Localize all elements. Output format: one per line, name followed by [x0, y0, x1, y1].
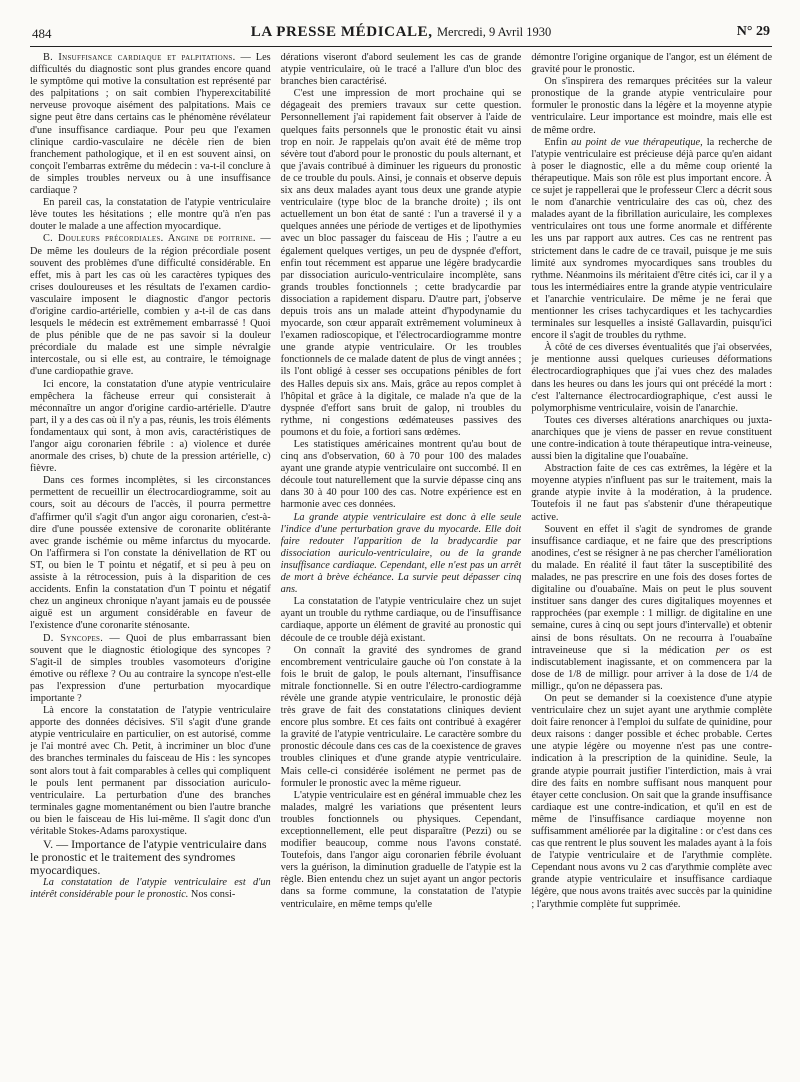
paragraph-text: Les statistiques américaines montrent qu'au bout de cinq ans d'observation, 60 à 70 pour 100 des malades ayant une grande atypie ventriculaire ont succombé. Il en découle tout naturellement que la survie dépasse cinq ans dans 30 à 40 pour 100 des cas. Notre expérience est en harmonie avec ces données.	[280, 439, 522, 511]
paragraph	[531, 524, 772, 693]
column-right	[531, 52, 772, 1074]
paragraph-text: La constatation de l'atypie ventriculaire chez un sujet ayant un trouble du rythme cardiaque, ou de l'insuffisance cardiaque, apporte un élément de gravité au pronostic qui découle de ce trouble déjà existant.	[280, 596, 522, 644]
paragraph	[281, 645, 522, 790]
paragraph-text: Dans ces formes incomplètes, si les circonstances permettent de recueillir un électrocardiogramme, soit au cours, soit au décours de l'accès, il pourra permettre d'affirmer qu'il s'agit d'un angor aigu coronarien, c'est-à-dire d'une poussée extensive de coronarite oblitérante avec grande ischémie ou même infarctus du myocarde. On l'affirmera si l'on constate la dénivellation de RT ou ST, ou bien le T pointu et négatif, et si peu à peu on assiste à la rétrocession, puis à la disparition de ces accidents. Enfin la constatation d'un T pointu et négatif chez un angineux chronique n'ayant jamais eu de poussée aiguë est un argument considérable en faveur de l'existence d'une coronarite sténosante.	[30, 475, 271, 632]
paragraph	[281, 512, 522, 597]
paragraph	[281, 596, 522, 644]
paragraph	[531, 693, 772, 911]
paragraph	[281, 790, 522, 911]
paragraph	[30, 705, 271, 838]
paragraph	[281, 52, 522, 88]
paragraph-text: À côté de ces diverses éventualités que j'ai observées, je mentionne aussi quelques curieuses déformations électrocardiographiques que j'ai vues chez des malades dans les heures ou dans les jours qui ont précédé la mort : c'est l'alternance électrocardiographique, c'est aussi le polymorphisme ventriculaire, voisin de l'anarchie.	[531, 342, 773, 414]
page-number: 484	[32, 26, 52, 41]
paragraph-text: L'atypie ventriculaire est en général immuable chez les malades, malgré les variations que présentent leurs troubles fonctionnels ou physiques. Cependant, exceptionnellement, elle peut disparaître (Pezzi) ou se modifier beaucoup, comme nous l'avons constaté. Toutefois, dans l'angor aigu coronarien fébrile évoluant vers la guérison, la diminution graduelle de l'atypie est la règle. Bien entendu chez un sujet ayant un angor pectoris dans sa forme commune, la constatation de l'atypie ventriculaire, en même temps qu'elle	[280, 789, 522, 910]
paragraph-text: Nos consi-	[188, 889, 236, 901]
paragraph	[531, 137, 772, 343]
italic-text: La constatation de l'atypie ventriculaire est d'un intérêt considérable pour le pronostic.	[30, 877, 271, 901]
running-head	[30, 24, 772, 41]
paragraph	[531, 76, 772, 136]
paragraph-text: — Quoi de plus embarrassant bien souvent que le diagnostic étiologique des syncopes ? S'agit-il de simples troubles vasomoteurs d'origine émotive ou réflexe ? Ou au contraire la syncope n'est-elle pas l'expression d'une perturbation myocardique importante ?	[30, 632, 271, 704]
paragraph-text: Souvent en effet il s'agit de syndromes de grande insuffisance cardiaque, et ne faire que des prescriptions anodines, c'est se résigner à ne pas chercher l'amélioration du malade. En réalité il faut tâter la susceptibilité des malades, ne pas prescrire en une fois des doses fortes de digitaline ou d'ouabaïne. Mais on peut le plus souvent instituer sans danger des cures digitaliques moyennes et rapprochées (par exemple : 1 milligr. de digitaline en une semaine, cures à cinq ou sept jours d'intervalle) et obtenir ainsi de bons résultats. On ne recourra à l'ouabaïne intraveineuse que si la médication	[531, 523, 773, 656]
paragraph-text: dérations viseront d'abord seulement les cas de grande atypie ventriculaire, où le tracé a l'allure d'un bloc des branches bien caractérisé.	[280, 52, 522, 88]
paragraph	[30, 233, 271, 378]
issue-number: N° 29	[736, 24, 770, 39]
subsection-title: D. Syncopes.	[43, 632, 104, 644]
column-left	[30, 52, 271, 1074]
italic-text: La grande atypie ventriculaire est donc à elle seule l'indice d'une perturbation grave du myocarde. Elle doit faire redouter l'apparition de la bradycardie par dissociation auriculo-ventriculaire, ou de la grande insuffisance cardiaque. Cependant, elle n'est pas un arrêt de mort à brève échéance. La survie peut dépasser cinq ans.	[280, 511, 522, 596]
paragraph-text: la recherche de l'atypie ventriculaire est précieuse déjà parce qu'en aidant à poser le diagnostic, elle a du même coup orienté la thérapeutique. Mais son rôle est plus important encore. À ce sujet je rappellerai que le professeur Clerc a décrit sous le nom d'anarchie ventriculaire des cas où, chez des malades ayant de la fibrillation auriculaire, les complexes ventriculaires ont tous une forme anormale et différente les uns par rapport aux autres. Ces cas ne rentrent pas strictement dans le cadre de ce travail, puisque je me suis limité aux syndromes myocardiques sans troubles du rythme. Néanmoins ils méritaient d'être cités ici, car il y a tous les intermédiaires entre la grande atypie ventriculaire et l'anarchie ventriculaire. De même je ne ferai que mentionner les crises tachycardiques et les tachycardies terminales sur lesquelles a insisté Gallavardin, puisqu'ici encore il s'agit de troubles du rythme.	[531, 136, 773, 342]
column-middle	[281, 52, 522, 1074]
paragraph	[30, 52, 271, 197]
paragraph	[30, 475, 271, 632]
paragraph	[531, 52, 772, 76]
paragraph	[531, 415, 772, 463]
paragraph	[30, 197, 271, 233]
paragraph-text: démontre l'origine organique de l'angor, est un élément de gravité pour le pronostic.	[531, 52, 773, 76]
issue-date: Mercredi, 9 Avril 1930	[436, 25, 552, 39]
article-body	[30, 52, 772, 1074]
paragraph-text: — Les difficultés du diagnostic sont plus grandes encore quand le symptôme qui motive la consultation est représenté par des palpitations ; on sait combien l'hyperexcitabilité nerveuse provoque aisément des palpitations. Mais ce signe peut être dans certains cas le phénomène révélateur d'une insuffisance cardiaque. Pour peu que l'examen clinique cardio-vasculaire ne décèle rien de bien franchement pathologique, et il en est souvent ainsi, on conçoit l'embarras extrême du médecin : va-t-il conclure à de simples troubles nerveux ou à une insuffisance cardiaque ?	[30, 52, 271, 197]
paragraph-text: Abstraction faite de ces cas extrêmes, la légère et la moyenne atypies n'influent pas sur le traitement, mais la grande atypie invite à la modération, à la prudence. Toutefois il ne faut pas s'abstenir d'une thérapeutique active.	[531, 463, 773, 523]
paragraph-text: On connaît la gravité des syndromes de grand encombrement ventriculaire gauche où l'on constate à la fois le bruit de galop, le pouls alternant, l'insuffisance mitrale fonctionnelle. Si en outre l'électro-cardiogramme révèle une grande atypie ventriculaire, le pronostic déjà très grave de fait des constatations cliniques devient encore plus sombre. Et ces faits ont contribué à exagérer la gravité de l'atypie ventriculaire. Le caractère sombre du pronostic découle dans ces cas de la coexistence de graves troubles cliniques et d'une grande atypie ventriculaire. Mais celle-ci considérée isolément ne permet pas de formuler le pronostic avec la même rigueur.	[280, 644, 522, 789]
paragraph-text: Toutes ces diverses altérations anarchiques ou juxta-anarchiques que je viens de passer en revue constituent une contre-indication à toute thérapeutique intra-veineuse, aussi bien la digitaline que l'ouabaïne.	[531, 414, 773, 463]
paragraph	[30, 633, 271, 706]
section-heading: V. — Importance de l'atypie ventriculaire dans le pronostic et le traitement des syndromes myocardiques.	[30, 837, 267, 878]
subsection-title: C. Douleurs précordiales. Angine de poitrine.	[43, 233, 256, 245]
paragraph	[30, 877, 271, 901]
paragraph-text: est indiscutablement inagissante, et on commencera par la dose de 1/8 de milligr. pour arriver à la dose de 1/4 de milligr., qu'on ne dépassera pas.	[531, 644, 773, 692]
paragraph-text: Là encore la constatation de l'atypie ventriculaire apporte des données décisives. S'il s'agit d'une grande atypie ventriculaire en particulier, on est autorisé, comme je l'ai montré avec Ch. Petit, à incriminer un bloc d'une des branches terminales du faisceau de His : les syncopes sont alors tout à fait comparables à celles qui compliquent le pouls lent permanent par dissociation auriculo-ventriculaire. La perturbation d'une des branches terminales gagne momentanément ou bien l'autre branche ou bien le faisceau de His lui-même. Il s'agit donc d'un véritable Stokes-Adams paroxystique.	[30, 705, 271, 837]
subsection-title: B. Insuffisance cardiaque et palpitations.	[43, 52, 236, 63]
paragraph-text: Enfin	[544, 136, 572, 148]
italic-text: per os	[715, 644, 750, 656]
paragraph-text: On s'inspirera des remarques précitées sur la valeur pronostique de la grande atypie ventriculaire pour formuler le pronostic dans la légère et la moyenne atypie ventriculaire. Leur importance est moindre, mais elle est de même ordre.	[531, 76, 773, 136]
paragraph	[281, 88, 522, 439]
page-header	[30, 20, 772, 47]
italic-text: au point de vue thérapeutique,	[571, 136, 703, 148]
paragraph-text: — De même les douleurs de la région précordiale posent souvent des problèmes d'une difficulté considérable. En effet, mis à part les cas où les caractères typiques des crises douloureuses et les résultats de l'examen cardio-vasculaire imposent le diagnostic d'angor pectoris d'origine cardio-artérielle, combien y a-t-il de cas dans lesquels le médecin est extrêmement embarrassé ! Quoi de plus pénible que de ne pas savoir si la douleur précordiale du malade est une simple névralgie intercostale, ou si elle est, au contraire, le témoignage d'une cardiopathie grave.	[30, 233, 271, 378]
paragraph	[531, 342, 772, 415]
journal-title: LA PRESSE MÉDICALE,	[250, 24, 433, 40]
paragraph-text: C'est une impression de mort prochaine qui se dégageait des premiers travaux sur cette question. Personnellement j'ai rapidement fait observer à l'aide de quelques faits personnels que le pronostic était vu ainsi trop en noir. Je rappelais qu'on avait été de même trop sévère tout d'abord pour le pronostic du pouls alternant, et que j'avais contribué à diminuer les rigueurs du pronostic de ce trouble du pouls. Ainsi, je connais et observe depuis six ans deux malades ayant tous deux une grande atypie ventriculaire (type bloc de la branche droite) ; ils ont actuellement un bon état de santé : l'un a traversé il y a quelques années une période de vertiges et de lipothymies avec un bloc passager du faisceau de His ; l'autre a eu également quelques vertiges, un peu de dyspnée d'effort, enfin tout récemment est apparue une légère bradycardie par dissociation auriculo-ventriculaire incomplète, sans grands troubles fonctionnels ; cette bradycardie par dissociation a rapidement disparu. D'autre part, j'observe depuis trois ans un malade atteint d'hypodynamie du myocarde, son cœur apparaît extrêmement volumineux à l'examen radioscopique, et l'électrocardiogramme montre une grande atypie ventriculaire. Or les troubles fonctionnels de ce malade datent de plus de vingt années ; ils l'ont obligé à cesser ses occupations pénibles de fort des Halles depuis six ans. Mais, grâce au repos complet à l'hôpital et grâce à la digitale, ce malade n'a que de la dyspnée d'effort sans bruit de galop, ni troubles du rythme, ni congestions œdémateuses passives des poumons et du foie, a fortiori sans œdèmes.	[280, 88, 522, 438]
paragraph	[30, 379, 271, 476]
paragraph-text: Ici encore, la constatation d'une atypie ventriculaire empêchera la fâcheuse erreur qui consisterait à méconnaître un angor d'origine cardio-artérielle. D'autre part, il y a des cas où il n'y a pas, réunis, les trois éléments fondamentaux qui sont, à mon avis, caractéristiques de l'angor aigu coronarien fébrile : a) violence et durée anormale des crises, b) chute de la pression artérielle, c) fièvre.	[30, 378, 271, 475]
paragraph-text: En pareil cas, la constatation de l'atypie ventriculaire lève toutes les hésitations ; elle montre qu'à n'en pas douter le malade a une affection myocardique.	[30, 197, 271, 233]
paragraph-text: On peut se demander si la coexistence d'une atypie ventriculaire chez un sujet ayant une arythmie complète doit faire renoncer à l'emploi du sulfate de quinidine, pour deux raisons : danger possible et échec probable. Certes une atypie légère ou moyenne n'est pas une contre-indication à la prescription de la quinidine. Seule, la grande atypie pourrait justifier l'interdiction, mais à vrai dire des faits en nombre suffisant nous manquent pour étayer cette conclusion. On sait que la grande insuffisance cardiaque est une contre-indication, et qu'il en est de même de l'insuffisance cardiaque moyenne non suffisamment améliorée par la digitaline : or c'est dans ces cas que rentrent le plus souvent les malades ayant à la fois de l'atypie ventriculaire et de l'arythmie complète. Cependant nous avons vu 2 cas d'arythmie complète avec grande atypie ventriculaire et insuffisance cardiaque légère, que nous avons traités avec succès par la quinidine ; l'arythmie complète fut supprimée.	[531, 692, 773, 910]
paragraph	[281, 439, 522, 512]
paragraph	[531, 463, 772, 523]
